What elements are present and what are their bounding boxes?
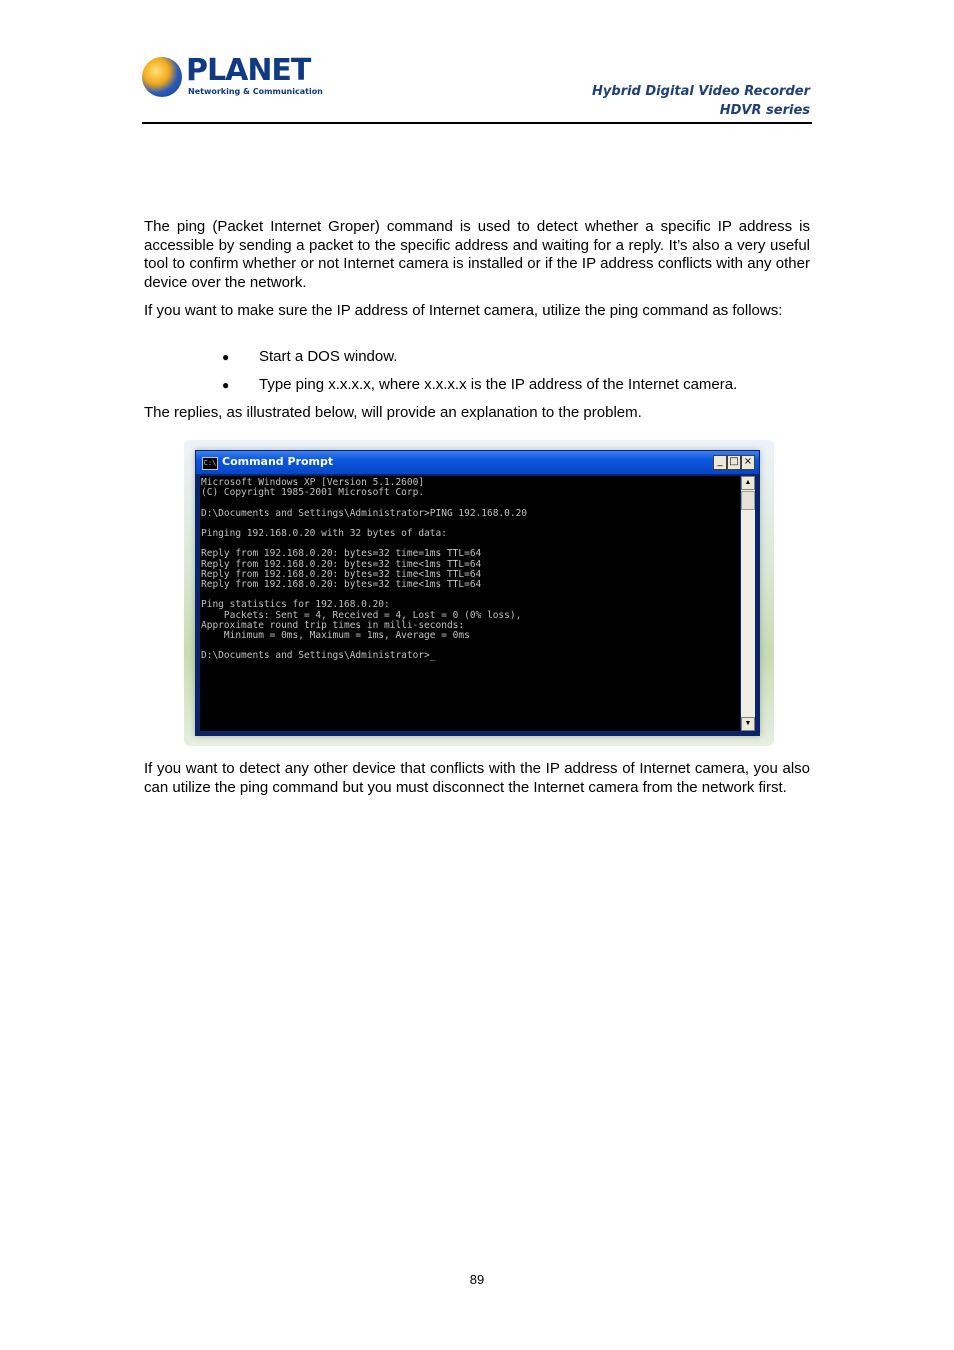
- bullet-icon: ●: [222, 350, 230, 364]
- bullet-text: Type ping x.x.x.x, where x.x.x.x is the IP address of the Internet camera.: [259, 376, 738, 393]
- page-number: 89: [469, 1272, 485, 1287]
- console-icon: C:\: [202, 457, 218, 470]
- intro-paragraph: The ping (Packet Internet Groper) command is used to detect whether a specific IP address is accessible by sending a packet to the specific address and waiting for a reply. It’s also a very useful tool to confirm whether or not Internet camera is installed or if the IP address conflicts with any other device over the network.: [144, 218, 810, 291]
- close-button[interactable]: ×: [741, 455, 755, 470]
- product-series: HDVR series: [719, 103, 810, 118]
- logo-wordmark: PLANET: [186, 53, 311, 88]
- window-titlebar[interactable]: [196, 451, 759, 474]
- product-title: Hybrid Digital Video Recorder: [592, 84, 810, 99]
- usage-paragraph: If you want to make sure the IP address of Internet camera, utilize the ping command as follows:: [144, 302, 783, 319]
- list-item: [222, 348, 737, 376]
- scroll-down-icon[interactable]: ▼: [741, 717, 755, 731]
- bullet-icon: ●: [222, 378, 230, 392]
- console-output[interactable]: [200, 476, 740, 731]
- planet-logo: [142, 53, 323, 101]
- console-text: Microsoft Windows XP [Version 5.1.2600] (C) Copyright 1985-2001 Microsoft Corp. D:\Documents and Settings\Administrator>PING 192.168.0.20 Pinging 192.168.0.20 with 32 bytes of data: Reply from 192.168.0.20: bytes=32 time=1ms TTL=64 Reply from 192.168.0.20: bytes=32 time<1ms TTL=64 Reply from 192.168.0.20: bytes=32 time<1ms TTL=64 Reply from 192.168.0.20: bytes=32 time<1ms TTL=64 Ping statistics for 192.168.0.20: Packets: Sent = 4, Received = 4, Lost = 0 (0% loss), Approximate round trip times in milli-seconds: Minimum = 0ms, Maximum = 1ms, Average = 0ms D:\Documents and Settings\Administrator>_: [201, 477, 528, 662]
- vertical-scrollbar[interactable]: [741, 476, 755, 731]
- bullet-list: [222, 348, 737, 404]
- scroll-thumb[interactable]: [741, 491, 755, 510]
- document-header: [592, 82, 810, 120]
- bullet-text: Start a DOS window.: [259, 348, 398, 365]
- window-title: Command Prompt: [222, 455, 334, 468]
- conflict-paragraph: If you want to detect any other device that conflicts with the IP address of Internet camera, you also can utilize the ping command but you must disconnect the Internet camera from the network first.: [144, 760, 810, 796]
- globe-icon: [142, 57, 182, 97]
- minimize-button[interactable]: _: [713, 455, 727, 470]
- logo-tagline: Networking & Communication: [188, 87, 323, 96]
- maximize-button[interactable]: □: [727, 455, 741, 470]
- list-item: [222, 376, 737, 404]
- replies-paragraph: The replies, as illustrated below, will provide an explanation to the problem.: [144, 404, 642, 421]
- header-divider: [142, 122, 812, 124]
- command-prompt-window: [195, 450, 760, 736]
- scroll-up-icon[interactable]: ▲: [741, 476, 755, 490]
